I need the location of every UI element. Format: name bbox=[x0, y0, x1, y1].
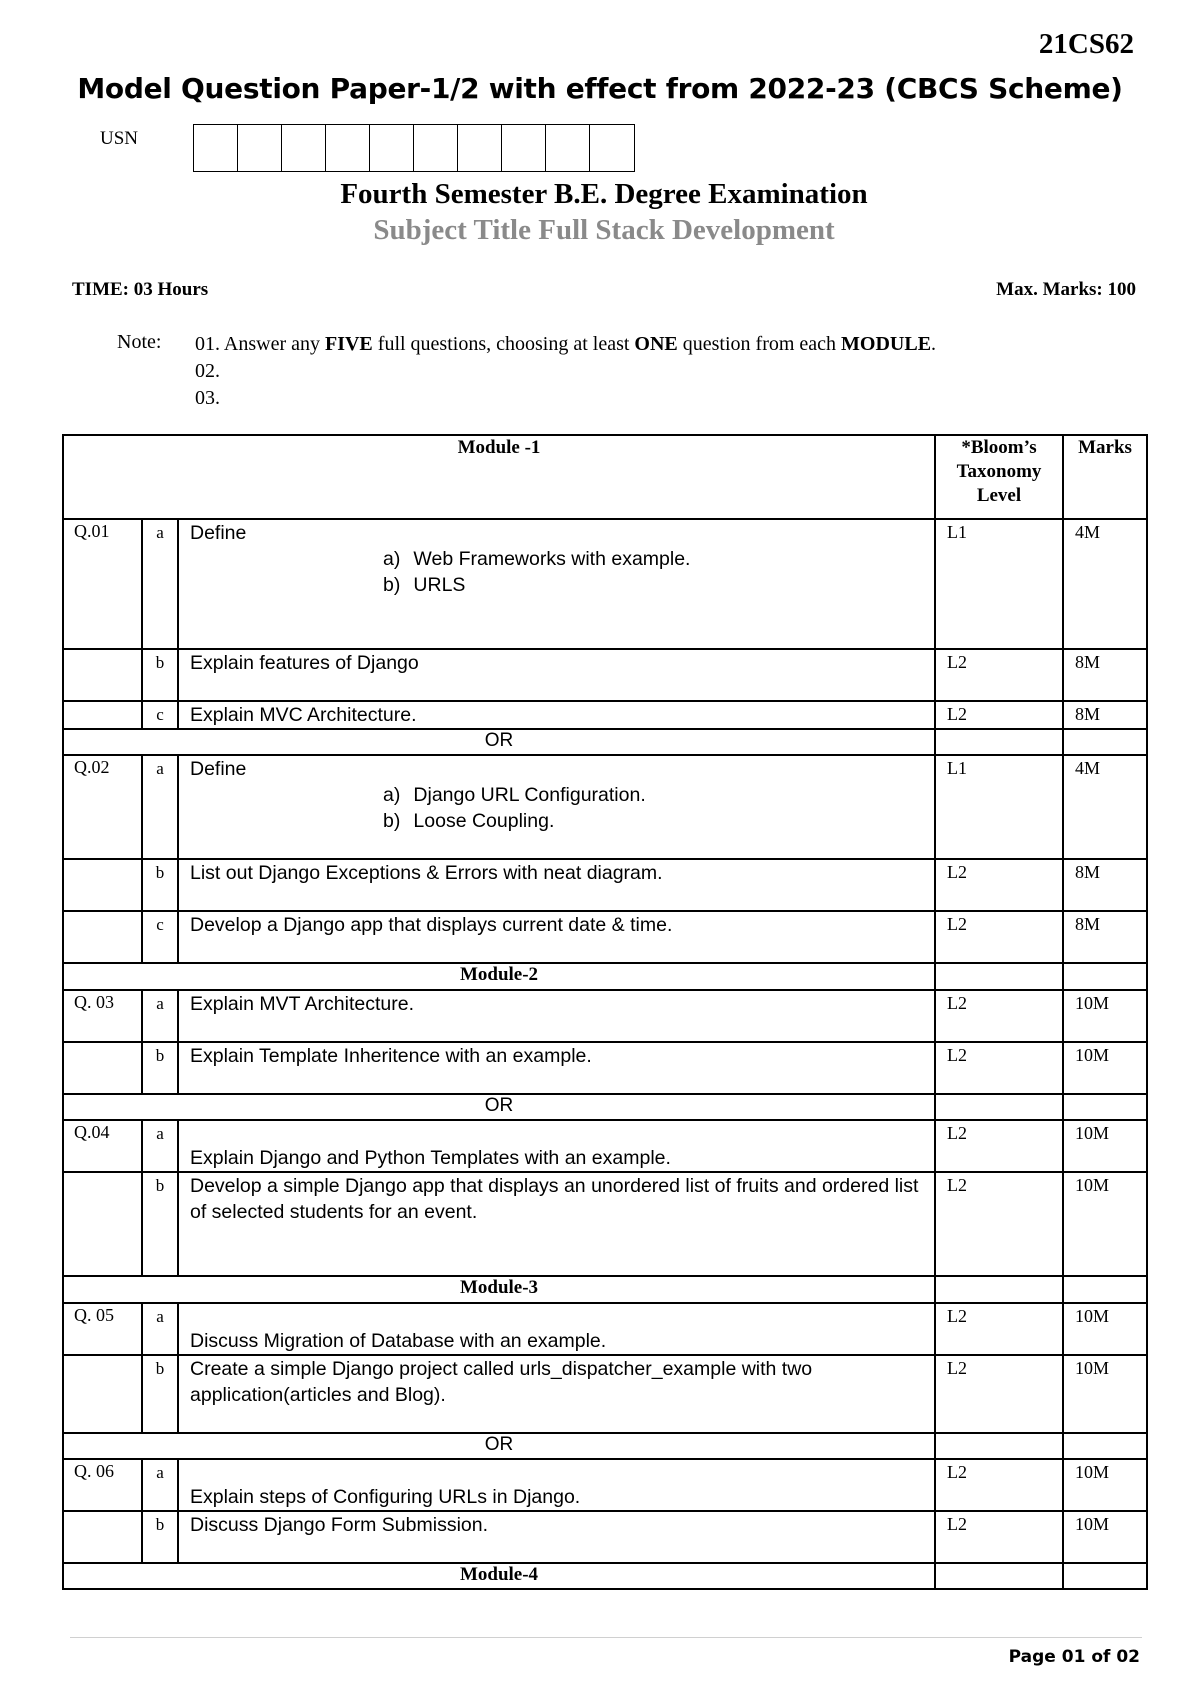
question-number bbox=[63, 1511, 142, 1563]
bloom-level: L2 bbox=[935, 1120, 1063, 1172]
question-number: Q.02 bbox=[63, 755, 142, 859]
question-part: b bbox=[142, 859, 178, 911]
question-text: Explain Template Inheritence with an example. bbox=[178, 1042, 935, 1094]
marks-value: 8M bbox=[1063, 701, 1147, 729]
table-row bbox=[63, 1172, 1147, 1276]
sub-item bbox=[190, 782, 934, 808]
sub-item bbox=[190, 572, 934, 598]
exam-time: TIME: 03 Hours bbox=[72, 279, 209, 300]
sub-item-text: URLS bbox=[413, 574, 466, 596]
question-table bbox=[62, 434, 1148, 1590]
question-text: Explain MVC Architecture. bbox=[178, 701, 935, 729]
empty-cell bbox=[1063, 1276, 1147, 1303]
question-part: a bbox=[142, 519, 178, 649]
marks-value: 10M bbox=[1063, 1172, 1147, 1276]
usn-box bbox=[502, 125, 546, 171]
table-row bbox=[63, 859, 1147, 911]
question-number bbox=[63, 649, 142, 701]
note-emphasis: ONE bbox=[634, 333, 678, 355]
table-row bbox=[63, 1120, 1147, 1172]
marks-value: 10M bbox=[1063, 1511, 1147, 1563]
bloom-level: L2 bbox=[935, 1459, 1063, 1511]
bloom-level: L2 bbox=[935, 859, 1063, 911]
marks-value: 8M bbox=[1063, 649, 1147, 701]
marks-header: Marks bbox=[1063, 435, 1147, 519]
usn-box bbox=[238, 125, 282, 171]
sub-item-text: Django URL Configuration. bbox=[413, 784, 646, 806]
marks-value: 10M bbox=[1063, 1459, 1147, 1511]
module-row bbox=[63, 1276, 1147, 1303]
question-number bbox=[63, 911, 142, 963]
usn-label: USN bbox=[100, 128, 139, 149]
exam-name: Fourth Semester B.E. Degree Examination bbox=[340, 178, 868, 210]
bloom-level: L2 bbox=[935, 701, 1063, 729]
empty-cell bbox=[935, 1433, 1063, 1459]
empty-cell bbox=[935, 1094, 1063, 1120]
question-text: Create a simple Django project called urls_dispatcher_example with two application(articles and Blog). bbox=[178, 1355, 935, 1433]
question-number: Q. 05 bbox=[63, 1303, 142, 1355]
note-text: question from each bbox=[677, 333, 842, 355]
usn-box bbox=[458, 125, 502, 171]
question-stem: Define bbox=[190, 758, 247, 780]
note-text: full questions, choosing at least bbox=[372, 333, 635, 355]
question-text: Discuss Django Form Submission. bbox=[178, 1511, 935, 1563]
marks-value: 4M bbox=[1063, 755, 1147, 859]
usn-box bbox=[590, 125, 634, 171]
subject-title: Subject Title Full Stack Development bbox=[373, 214, 835, 246]
usn-box bbox=[282, 125, 326, 171]
marks-value: 8M bbox=[1063, 911, 1147, 963]
bloom-level: L2 bbox=[935, 1511, 1063, 1563]
sub-item-letter: a) bbox=[383, 548, 401, 570]
bloom-level: L2 bbox=[935, 990, 1063, 1042]
usn-box bbox=[194, 125, 238, 171]
table-row bbox=[63, 1511, 1147, 1563]
or-row bbox=[63, 729, 1147, 755]
question-part: a bbox=[142, 990, 178, 1042]
footer-divider bbox=[70, 1637, 1142, 1638]
page-number bbox=[1009, 1647, 1140, 1667]
question-number bbox=[63, 859, 142, 911]
note-list bbox=[195, 331, 936, 412]
question-stem: Define bbox=[190, 522, 247, 544]
or-separator: OR bbox=[63, 1433, 935, 1459]
sub-item bbox=[190, 808, 934, 834]
marks-value: 10M bbox=[1063, 1042, 1147, 1094]
question-part: c bbox=[142, 911, 178, 963]
question-number bbox=[63, 1172, 142, 1276]
question-part: a bbox=[142, 755, 178, 859]
sub-item-text: Loose Coupling. bbox=[413, 810, 555, 832]
empty-cell bbox=[935, 1276, 1063, 1303]
usn-box bbox=[546, 125, 590, 171]
empty-cell bbox=[1063, 1094, 1147, 1120]
table-row bbox=[63, 519, 1147, 649]
usn-box bbox=[370, 125, 414, 171]
usn-box bbox=[414, 125, 458, 171]
subject-code: 21CS62 bbox=[1038, 28, 1134, 60]
bloom-level-header: *Bloom’s Taxonomy Level bbox=[935, 435, 1063, 519]
bloom-level: L1 bbox=[935, 755, 1063, 859]
module-row bbox=[63, 1563, 1147, 1589]
usn-box bbox=[326, 125, 370, 171]
table-row bbox=[63, 755, 1147, 859]
usn-input-boxes bbox=[193, 124, 635, 172]
sub-item-letter: b) bbox=[383, 810, 401, 832]
note-1 bbox=[195, 331, 936, 358]
note-3: 03. bbox=[195, 387, 220, 409]
note-text: . bbox=[931, 333, 937, 355]
note-emphasis: FIVE bbox=[324, 333, 373, 355]
bloom-level: L1 bbox=[935, 519, 1063, 649]
table-row bbox=[63, 1355, 1147, 1433]
question-part: b bbox=[142, 1511, 178, 1563]
empty-cell bbox=[1063, 1563, 1147, 1589]
sub-item-text: Web Frameworks with example. bbox=[413, 548, 691, 570]
marks-value: 8M bbox=[1063, 859, 1147, 911]
question-text: Develop a Django app that displays current date & time. bbox=[178, 911, 935, 963]
bloom-level: L2 bbox=[935, 1303, 1063, 1355]
question-part: a bbox=[142, 1303, 178, 1355]
table-row bbox=[63, 701, 1147, 729]
question-text: List out Django Exceptions & Errors with neat diagram. bbox=[178, 859, 935, 911]
or-row bbox=[63, 1094, 1147, 1120]
bloom-level: L2 bbox=[935, 1172, 1063, 1276]
question-text bbox=[178, 519, 935, 649]
page-current: 01 bbox=[1061, 1647, 1086, 1667]
question-part: b bbox=[142, 1172, 178, 1276]
table-row bbox=[63, 1459, 1147, 1511]
sub-item bbox=[190, 546, 934, 572]
empty-cell bbox=[935, 963, 1063, 990]
module-1-heading: Module -1 bbox=[63, 435, 935, 519]
module-4-heading: Module-4 bbox=[63, 1563, 935, 1589]
empty-cell bbox=[1063, 729, 1147, 755]
module-2-heading: Module-2 bbox=[63, 963, 935, 990]
marks-value: 10M bbox=[1063, 1303, 1147, 1355]
paper-title: Model Question Paper-1/2 with effect from 2022-23 (CBCS Scheme) bbox=[77, 72, 1123, 105]
question-part: b bbox=[142, 1042, 178, 1094]
question-text: Discuss Migration of Database with an example. bbox=[178, 1303, 935, 1355]
question-text: Explain steps of Configuring URLs in Django. bbox=[178, 1459, 935, 1511]
question-number: Q. 03 bbox=[63, 990, 142, 1042]
empty-cell bbox=[935, 1563, 1063, 1589]
question-part: b bbox=[142, 1355, 178, 1433]
bloom-level: L2 bbox=[935, 649, 1063, 701]
question-number bbox=[63, 701, 142, 729]
note-2: 02. bbox=[195, 360, 220, 382]
marks-value: 10M bbox=[1063, 1120, 1147, 1172]
table-header-row bbox=[63, 435, 1147, 519]
note-emphasis: MODULE bbox=[841, 333, 932, 355]
note-text: 01. Answer any bbox=[195, 333, 325, 355]
marks-value: 10M bbox=[1063, 1355, 1147, 1433]
or-separator: OR bbox=[63, 729, 935, 755]
table-row bbox=[63, 1303, 1147, 1355]
marks-value: 4M bbox=[1063, 519, 1147, 649]
question-part: c bbox=[142, 701, 178, 729]
max-marks: Max. Marks: 100 bbox=[996, 279, 1136, 300]
empty-cell bbox=[935, 729, 1063, 755]
page-label: Page bbox=[1008, 1647, 1062, 1667]
question-part: a bbox=[142, 1120, 178, 1172]
table-row bbox=[63, 990, 1147, 1042]
table-row bbox=[63, 911, 1147, 963]
question-number: Q.04 bbox=[63, 1120, 142, 1172]
question-part: b bbox=[142, 649, 178, 701]
or-separator: OR bbox=[63, 1094, 935, 1120]
question-text: Develop a simple Django app that displays an unordered list of fruits and ordered list of selected students for an event. bbox=[178, 1172, 935, 1276]
question-number bbox=[63, 1042, 142, 1094]
module-row bbox=[63, 963, 1147, 990]
question-number: Q.01 bbox=[63, 519, 142, 649]
or-row bbox=[63, 1433, 1147, 1459]
note-label: Note: bbox=[117, 331, 162, 353]
bloom-level: L2 bbox=[935, 1355, 1063, 1433]
empty-cell bbox=[1063, 963, 1147, 990]
question-part: a bbox=[142, 1459, 178, 1511]
module-3-heading: Module-3 bbox=[63, 1276, 935, 1303]
bloom-level: L2 bbox=[935, 911, 1063, 963]
bloom-level: L2 bbox=[935, 1042, 1063, 1094]
question-text: Explain features of Django bbox=[178, 649, 935, 701]
marks-value: 10M bbox=[1063, 990, 1147, 1042]
table-row bbox=[63, 1042, 1147, 1094]
table-row bbox=[63, 649, 1147, 701]
question-text bbox=[178, 755, 935, 859]
empty-cell bbox=[1063, 1433, 1147, 1459]
page-of: of bbox=[1085, 1647, 1117, 1667]
question-text: Explain Django and Python Templates with an example. bbox=[178, 1120, 935, 1172]
question-text: Explain MVT Architecture. bbox=[178, 990, 935, 1042]
page-total: 02 bbox=[1116, 1647, 1140, 1667]
sub-item-letter: a) bbox=[383, 784, 401, 806]
question-number: Q. 06 bbox=[63, 1459, 142, 1511]
question-number bbox=[63, 1355, 142, 1433]
sub-item-letter: b) bbox=[383, 574, 401, 596]
